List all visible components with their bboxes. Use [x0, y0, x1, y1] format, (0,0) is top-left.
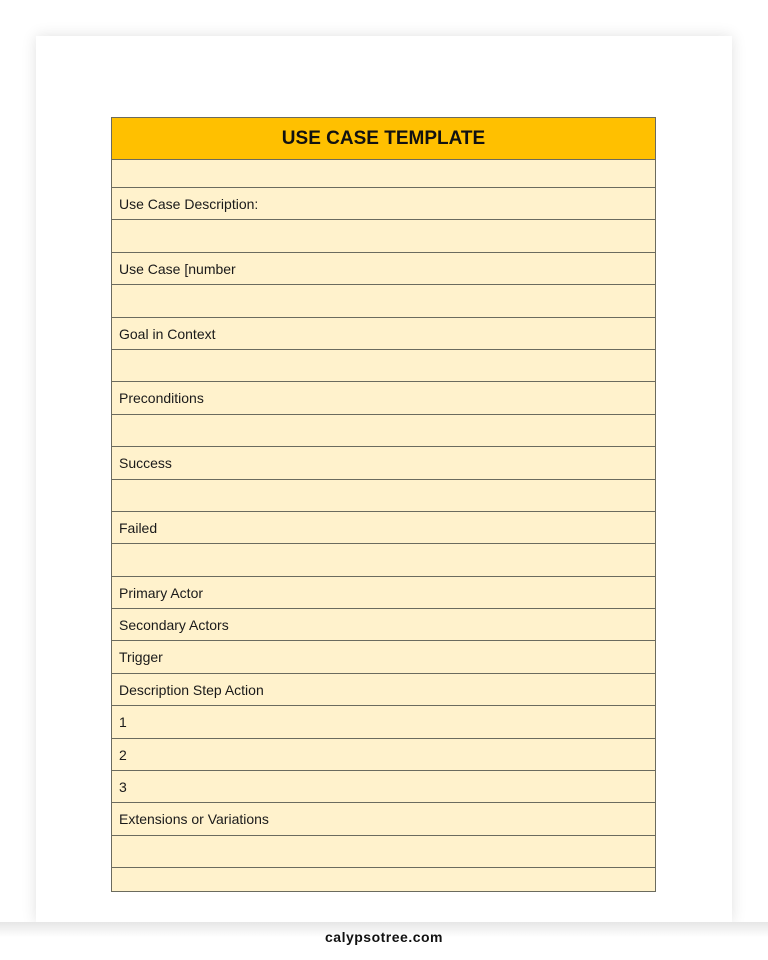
table-row: Secondary Actors	[112, 609, 655, 641]
table-row: 3	[112, 771, 655, 803]
table-row	[112, 220, 655, 252]
table-row	[112, 160, 655, 188]
table-row	[112, 285, 655, 317]
table-row: 2	[112, 739, 655, 771]
table-row: Use Case [number	[112, 253, 655, 285]
table-row: 1	[112, 706, 655, 738]
table-row	[112, 868, 655, 891]
table-row	[112, 544, 655, 576]
table-row: Failed	[112, 512, 655, 544]
table-row	[112, 836, 655, 868]
table-row: Use Case Description:	[112, 188, 655, 220]
table-row	[112, 415, 655, 447]
table-row: Success	[112, 447, 655, 479]
watermark-text: calypsotree.com	[325, 929, 443, 945]
table-row	[112, 350, 655, 382]
use-case-table	[111, 117, 656, 892]
table-row: Trigger	[112, 641, 655, 673]
table-row: Preconditions	[112, 382, 655, 414]
table-row: Goal in Context	[112, 318, 655, 350]
table-title: USE CASE TEMPLATE	[112, 118, 655, 160]
table-row: Extensions or Variations	[112, 803, 655, 835]
table-row	[112, 480, 655, 512]
footer	[0, 922, 768, 960]
table-row: Description Step Action	[112, 674, 655, 706]
table-row: Primary Actor	[112, 577, 655, 609]
